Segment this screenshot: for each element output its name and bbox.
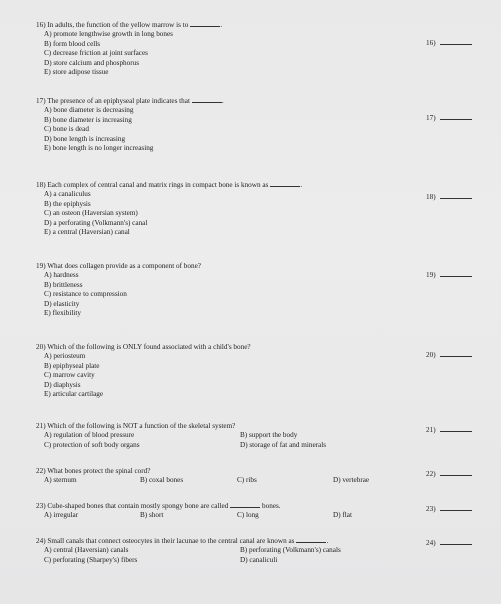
question-20 <box>36 343 251 399</box>
option: A) sternum <box>44 476 77 485</box>
option: D) vertebrae <box>333 476 370 485</box>
question-16 <box>36 20 222 77</box>
option: D) elasticity <box>44 299 80 308</box>
option: C) protection of soft body organs <box>44 440 140 449</box>
option: C) long <box>237 511 259 520</box>
question-stem: 16) In adults, the function of the yellow marrow is to . <box>36 21 223 29</box>
question-24 <box>36 536 341 565</box>
option: A) irregular <box>44 511 79 520</box>
question-stem: 21) Which of the following is NOT a function of the skeletal system? <box>36 422 236 430</box>
option: A) bone diameter is decreasing <box>44 106 134 115</box>
answer-blank-17[interactable]: 17) <box>426 113 472 122</box>
option: C) resistance to compression <box>44 290 127 299</box>
option: E) articular cartilage <box>44 390 104 399</box>
option-row <box>36 546 341 555</box>
option: B) perforating (Volkmann's) canals <box>240 546 341 555</box>
option: A) hardness <box>44 271 79 280</box>
option: C) ribs <box>237 476 257 485</box>
question-23 <box>36 501 352 521</box>
option: A) regulation of blood pressure <box>44 431 135 440</box>
option: C) an osteon (Haversian system) <box>44 209 138 218</box>
option: D) canaliculi <box>240 555 278 564</box>
option: A) central (Haversian) canals <box>44 546 129 555</box>
option: C) perforating (Sharpey's) fibers <box>44 555 138 564</box>
answer-blank-21[interactable]: 21) <box>426 425 472 434</box>
option: D) store calcium and phosphorus <box>44 58 140 67</box>
option: C) marrow cavity <box>44 371 95 380</box>
option: C) decrease friction at joint surfaces <box>44 49 148 58</box>
question-18 <box>36 180 302 237</box>
question-stem: 19) What does collagen provide as a component of bone? <box>36 262 201 270</box>
option: B) bone diameter is increasing <box>44 115 132 124</box>
option: B) coxal bones <box>140 476 184 485</box>
option: B) epiphyseal plate <box>44 361 100 370</box>
question-stem: 17) The presence of an epiphyseal plate indicates that . <box>36 97 224 105</box>
inline-blank <box>192 96 222 103</box>
option: A) promote lengthwise growth in long bones <box>44 30 173 39</box>
inline-blank <box>296 536 326 543</box>
option: E) a central (Haversian) canal <box>44 228 130 237</box>
answer-blank-23[interactable]: 23) <box>426 504 472 513</box>
answer-blank-24[interactable]: 24) <box>426 538 472 547</box>
answer-blank-16[interactable]: 16) <box>426 38 472 47</box>
inline-blank <box>190 20 220 27</box>
option: B) support the body <box>240 431 298 440</box>
answer-blank-22[interactable]: 22) <box>426 469 472 478</box>
question-stem: 24) Small canals that connect osteocytes in their lacunae to the central canal are known as . <box>36 537 329 545</box>
question-19 <box>36 262 201 318</box>
option-row <box>36 511 352 520</box>
question-21 <box>36 422 326 450</box>
option: E) bone length is no longer increasing <box>44 144 154 153</box>
option: A) periosteum <box>44 352 86 361</box>
option: B) brittleness <box>44 280 83 289</box>
option-row <box>36 476 369 485</box>
option-row <box>36 441 326 450</box>
option: B) the epiphysis <box>44 199 91 208</box>
question-17 <box>36 96 224 153</box>
option-row <box>36 431 326 440</box>
answer-blank-20[interactable]: 20) <box>426 350 472 359</box>
option-row <box>36 556 341 565</box>
question-stem: 22) What bones protect the spinal cord? <box>36 467 151 475</box>
option: B) short <box>140 511 164 520</box>
option: D) diaphysis <box>44 380 81 389</box>
question-stem: 18) Each complex of central canal and matrix rings in compact bone is known as . <box>36 181 303 189</box>
option: E) flexibility <box>44 309 81 318</box>
question-stem: 23) Cube-shaped bones that contain mostly spongy bone are called bones. <box>36 502 281 510</box>
inline-blank <box>230 501 260 508</box>
answer-blank-19[interactable]: 19) <box>426 270 472 279</box>
question-22 <box>36 467 369 486</box>
option: D) bone length is increasing <box>44 134 126 143</box>
option: A) a canaliculus <box>44 190 91 199</box>
option: B) form blood cells <box>44 39 101 48</box>
option: D) flat <box>333 511 352 520</box>
answer-blank-18[interactable]: 18) <box>426 192 472 201</box>
option: D) storage of fat and minerals <box>240 440 327 449</box>
option: D) a perforating (Volkmann's) canal <box>44 218 148 227</box>
question-stem: 20) Which of the following is ONLY found associated with a child's bone? <box>36 343 251 351</box>
option: C) bone is dead <box>44 125 89 134</box>
inline-blank <box>270 180 300 187</box>
option: E) store adipose tissue <box>44 68 109 77</box>
